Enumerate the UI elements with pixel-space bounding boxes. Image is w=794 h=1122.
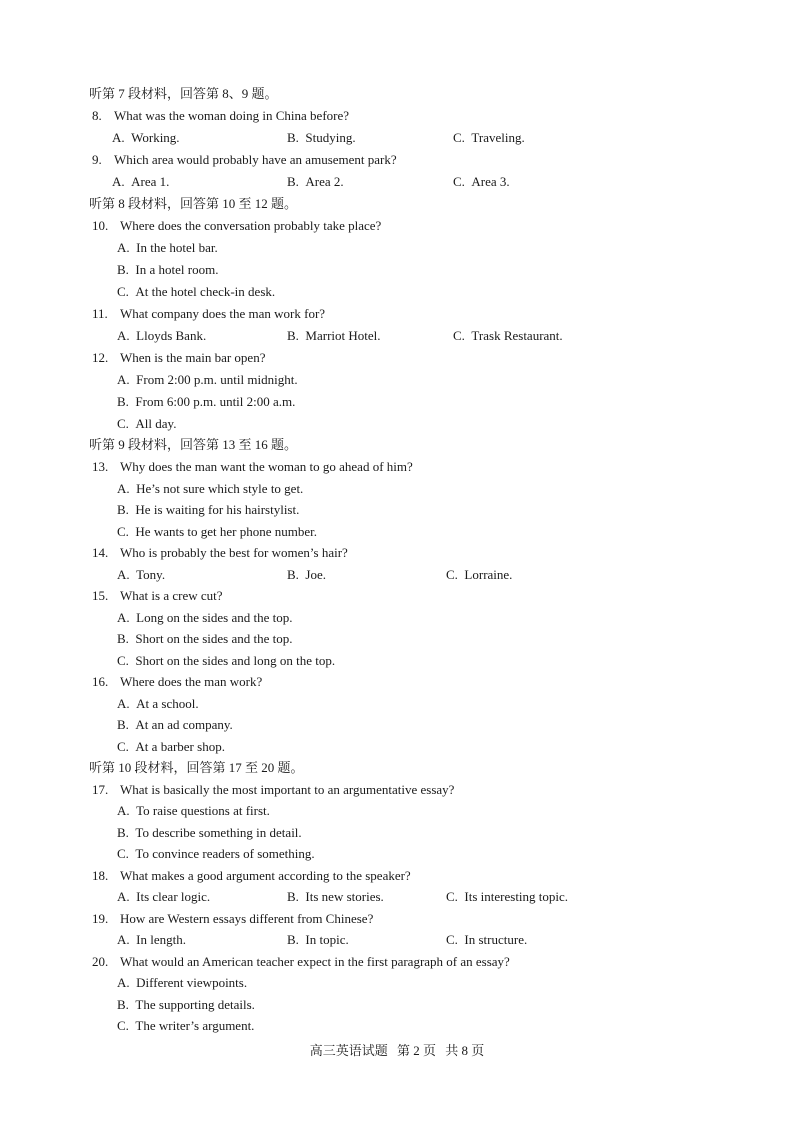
option-a: A. In length.	[117, 932, 186, 947]
option-c: C. In structure.	[446, 932, 528, 947]
question-number: 15.	[92, 588, 109, 603]
question-number: 20.	[92, 954, 109, 969]
question-number: 9.	[92, 152, 102, 167]
option-c: C. Area 3.	[453, 174, 510, 189]
exam-page: 听第 7 段材料，回答第 8、9 题。 8. What was the woman doing in China before? A. Working. B. Studying. C. Traveling. 9. Which area would probably have an amusement park? A. Area 1. B. Area 2. C. Area 3. 听第 8 段材料，回答第 10 至 12 题。 10. Where does the conversation probably take place? A. In the hotel bar. B. In a hotel room. C. At the hotel check-in desk. 11. What company does the man work for? A. Lloyds Bank. B. Marriot Hotel. C. Trask Restaurant. 12. When is the main bar open? A. From 2:00 p.m. until midnight. B. From 6:00 p.m. until 2:00 a.m. C. All day. 听第 9 段材料，回答第 13 至 16 题。 13. Why does the man want the woman to go ahead of him? A. He’s not sure which style to get. B. He is waiting for his hairstylist. C. He wants to get her phone number. 14. Who is probably the best for women’s hair? A. Tony. B. Joe. C. Lorraine. 15. What is a crew cut? A. Long on the sides and the top. B. Short on the sides and the top. C. Short on the sides and long on the top. 16. Where does the man work? A. At a school. B. At an ad company. C. At a barber shop. 听第 10 段材料，回答第 17 至 20 题。 17. What is basically the most important to an argumentative essay? A. To raise questions at first. B. To describe something in detail. C. To convince readers of something. 18. What makes a good argument according to the speaker? A. Its clear logic. B. Its new stories. C. Its interesting topic. 19. How are Western essays different from Chinese? A. In length. B. In topic. C. In structure. 20. What would an American teacher expect in the first paragraph of an essay? A. Different viewpoints. B. The supporting details. C. The writer’s argument. 高三英语试题 第 2 页 共 8 页	[0, 0, 794, 1122]
question-11	[92, 303, 325, 324]
question-number: 14.	[92, 545, 109, 560]
section-heading: 听第 7 段材料，回答第 8、9 题。	[89, 86, 278, 101]
question-text: What is basically the most important to an argumentative essay?	[120, 782, 455, 797]
question-18	[92, 865, 411, 886]
question-text: Why does the man want the woman to go ahead of him?	[120, 459, 413, 474]
exam-title: 高三英语试题	[309, 1043, 388, 1058]
option-b: B. Its new stories.	[287, 889, 384, 904]
option-a: A. Area 1.	[112, 174, 170, 189]
section-heading: 听第 10 段材料，回答第 17 至 20 题。	[89, 760, 304, 775]
option-b: B. In topic.	[287, 932, 349, 947]
page-total: 共 8 页	[445, 1043, 485, 1058]
question-text: What would an American teacher expect in the first paragraph of an essay?	[120, 954, 510, 969]
page-footer	[0, 1040, 794, 1061]
question-number: 19.	[92, 911, 109, 926]
question-15	[92, 585, 223, 606]
question-number: 8.	[92, 108, 102, 123]
question-text: Which area would probably have an amusement park?	[114, 152, 397, 167]
page-number: 第 2 页	[396, 1043, 436, 1058]
section-heading: 听第 9 段材料，回答第 13 至 16 题。	[89, 437, 298, 452]
question-text: How are Western essays different from Chinese?	[120, 911, 374, 926]
option-b: B. Marriot Hotel.	[287, 328, 381, 343]
question-text: What was the woman doing in China before?	[114, 108, 350, 123]
question-10	[92, 215, 381, 236]
option-c: C. Its interesting topic.	[446, 889, 569, 904]
option-a: A. Lloyds Bank.	[117, 328, 207, 343]
question-9	[92, 149, 397, 170]
question-19	[92, 908, 373, 929]
question-12	[92, 347, 265, 368]
question-number: 11.	[92, 306, 108, 321]
question-20	[92, 951, 510, 972]
question-number: 17.	[92, 782, 109, 797]
question-13	[92, 456, 413, 477]
option-b: B. Joe.	[287, 567, 327, 582]
question-14	[92, 542, 348, 563]
option-a: A. Working.	[112, 130, 180, 145]
question-number: 16.	[92, 674, 109, 689]
option-a: A. Its clear logic.	[117, 889, 211, 904]
option-c: C. Traveling.	[453, 130, 525, 145]
question-text: Where does the conversation probably take place?	[120, 218, 382, 233]
question-text: What company does the man work for?	[120, 306, 326, 321]
question-number: 10.	[92, 218, 109, 233]
option-b: B. Studying.	[287, 130, 356, 145]
question-number: 12.	[92, 350, 109, 365]
question-8	[92, 105, 349, 126]
question-text: When is the main bar open?	[120, 350, 266, 365]
question-17	[92, 779, 454, 800]
question-number: 13.	[92, 459, 109, 474]
option-c: C. Lorraine.	[446, 567, 513, 582]
question-text: Who is probably the best for women’s hair?	[120, 545, 348, 560]
question-text: Where does the man work?	[120, 674, 263, 689]
option-a: A. Tony.	[117, 567, 166, 582]
option-c: C. Trask Restaurant.	[453, 328, 563, 343]
section-heading: 听第 8 段材料，回答第 10 至 12 题。	[89, 196, 298, 211]
option-b: B. Area 2.	[287, 174, 344, 189]
question-text: What makes a good argument according to the speaker?	[120, 868, 411, 883]
question-16	[92, 671, 262, 692]
question-number: 18.	[92, 868, 109, 883]
question-text: What is a crew cut?	[120, 588, 223, 603]
